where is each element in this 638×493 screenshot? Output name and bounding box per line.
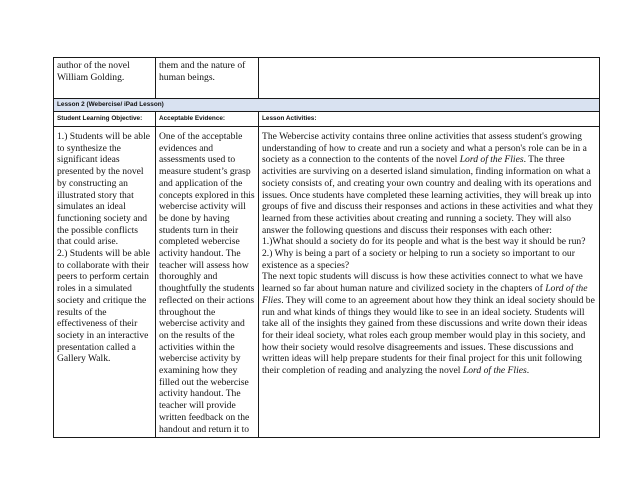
novel-title: Lord of the Flies (262, 283, 588, 306)
lesson-band-row (54, 99, 600, 112)
lesson-plan-table (53, 57, 600, 438)
objective-header: Student Learning Objective: (54, 112, 156, 127)
question-1: 1.)What should a society do for its people and what is the best way it should be run? (262, 236, 586, 248)
p1-text-b: . The three activities are surviving on a deserted island simulation, finding information on what a society consists of, and creating your own country and dealing with its operations and issues. Once students have completed these learning activities, they will break up into groups of five and discuss their responses and actions in these activities and what they learned from these activities about creating and running a society. They will also answer the following questions and discuss their responses with each other: (262, 154, 593, 236)
p2-text-c: . (526, 365, 530, 377)
objective-cell (54, 127, 156, 438)
header-row (54, 112, 600, 127)
continued-objective-cell: author of the novel William Golding. (54, 58, 156, 99)
p2-text-b: . They will come to an agreement about how they think an ideal society should be run and what kinds of things they would like to see in an ideal society. Students will take all of the insights they gained from these discussions and write down their ideas for their ideal society, what roles each group member would play in this society, and how their society would resolve disagreements and issues. These discussions and written ideas will help prepare students for their final project for this unit following their completion of reading and analyzing the novel (262, 294, 595, 377)
evidence-header: Acceptable Evidence: (156, 112, 259, 127)
objective-1: 1.) Students will be able to synthesize the significant ideas presented by the novel by constructing an illustrated story that simulates an ideal functioning society and the possible conflicts that could arise. (57, 131, 150, 248)
novel-title: Lord of the Flies (462, 365, 527, 377)
activities-paragraph-1 (262, 131, 596, 236)
p1-text-a: The Webercise activity contains three online activities that assess student's growing understanding of how to create and run a society and what a person's role can be in a society as a connection to the contents of the novel (262, 131, 587, 166)
activities-paragraph-2 (262, 271, 596, 376)
activities-header: Lesson Activities: (259, 112, 600, 127)
lesson-body-row (54, 127, 600, 438)
continued-activities-cell (259, 58, 600, 99)
question-2: 2.) Why is being a part of a society or helping to run a society so important to our existence as a species? (262, 248, 575, 271)
objective-2: 2.) Students will be able to collaborate with their peers to perform certain roles in a simulated society and critique the results of the effectiveness of their society in an interactive presentation called a Gallery Walk. (57, 248, 150, 365)
continued-evidence-cell: them and the nature of human beings. (156, 58, 259, 99)
novel-title: Lord of the Flies (459, 154, 524, 166)
continued-row (54, 58, 600, 99)
lesson-band-title: Lesson 2 (Webercise/ iPad Lesson) (54, 99, 600, 112)
p2-text-a: The next topic students will discuss is how these activities connect to what we have learned so far about human nature and civilized society in the chapters of (262, 271, 583, 295)
evidence-cell: One of the acceptable evidences and assessments used to measure student’s grasp and application of the concepts explored in this webercise activity will be done by having students turn in their completed webercise activity handout. The teacher will assess how thoroughly and thoughtfully the students reflected on their actions throughout the webercise activity and on the results of the activities within the webercise activity by examining how they filled out the webercise activity handout. The teacher will provide written feedback on the handout and return it to (156, 127, 259, 438)
activities-cell (259, 127, 600, 438)
